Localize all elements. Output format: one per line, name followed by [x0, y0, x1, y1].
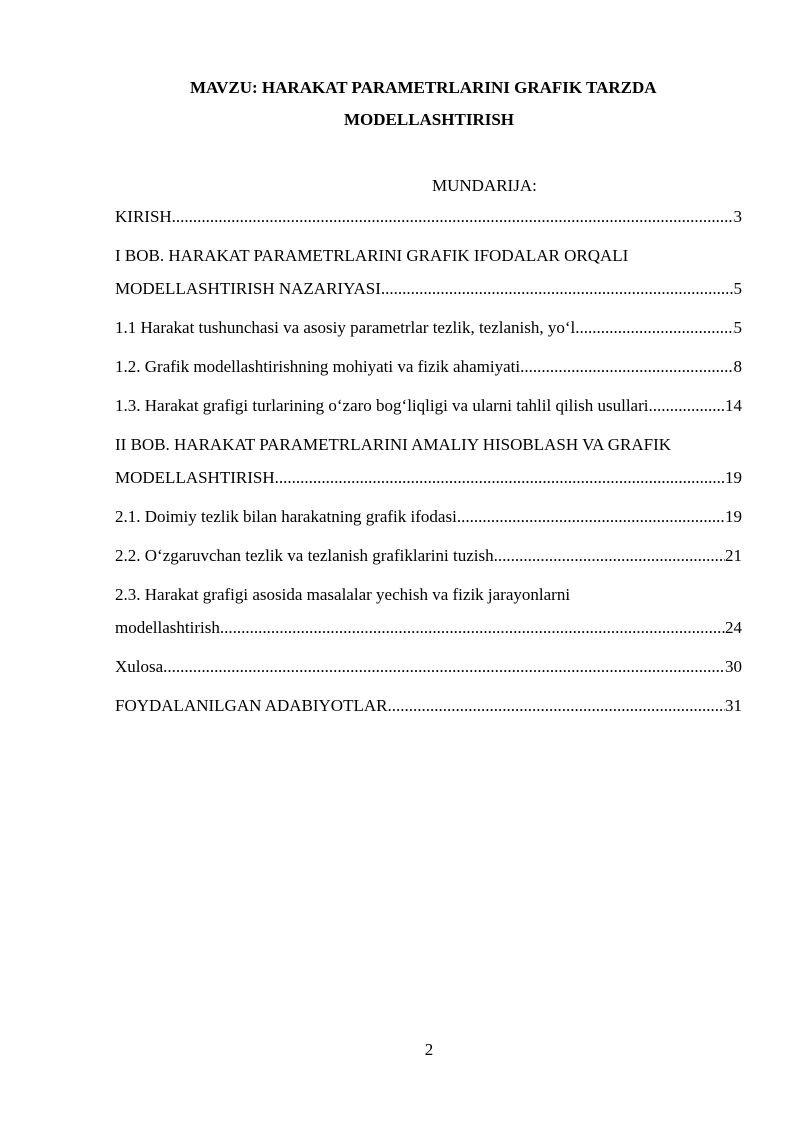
toc-dot-leader [275, 467, 725, 489]
toc-entry-title: MODELLASHTIRISH [115, 468, 275, 487]
toc-entry-title: 1.3. Harakat grafigi turlarining o‘zaro bog‘liqligi va ularni tahlil qilish usullari.. [115, 396, 657, 415]
toc-dot-leader [220, 617, 725, 639]
toc-entry[interactable] [115, 656, 742, 678]
toc-entry-title-line: I BOB. HARAKAT PARAMETRLARINI GRAFIK IFODALAR ORQALI [115, 246, 629, 265]
toc-entry-page: 19 [725, 507, 742, 526]
toc-entry-page: 5 [733, 318, 742, 337]
toc-entry-title: KIRISH [115, 207, 172, 226]
toc-dot-leader [172, 206, 734, 228]
toc-entry[interactable] [115, 584, 742, 639]
toc-dot-leader [657, 395, 725, 417]
toc-entry[interactable] [115, 506, 742, 528]
toc-entry-title: 2.2. O‘zgaruvchan tezlik va tezlanish grafiklarini tuzish [115, 546, 494, 565]
toc-entry-title: MODELLASHTIRISH NAZARIYASI [115, 279, 381, 298]
toc-dot-leader [520, 356, 733, 378]
toc-entry[interactable] [115, 356, 742, 378]
toc-entry-title: modellashtirish [115, 618, 220, 637]
toc-entry-title: 1.1 Harakat tushunchasi va asosiy parametrlar tezlik, tezlanish, yo‘l [115, 318, 576, 337]
toc-entry-title: FOYDALANILGAN ADABIYOTLAR [115, 696, 388, 715]
toc-entry-title: Xulosa [115, 657, 164, 676]
toc-entry-page: 8 [733, 357, 742, 376]
toc-dot-leader [575, 317, 733, 339]
toc-entry-title-line: II BOB. HARAKAT PARAMETRLARINI AMALIY HISOBLASH VA GRAFIK [115, 435, 672, 454]
toc-dot-leader [387, 695, 725, 717]
toc-entry-page: 31 [725, 696, 742, 715]
toc-entry-page: 14 [725, 396, 742, 415]
toc-entry-title: 1.2. Grafik modellashtirishning mohiyati va fizik ahamiyati [115, 357, 521, 376]
toc-dot-leader [494, 545, 725, 567]
toc-entry[interactable] [115, 545, 742, 567]
toc-entry-page: 5 [733, 279, 742, 298]
table-of-contents [115, 206, 742, 717]
toc-entry-title: 2.1. Doimiy tezlik bilan harakatning grafik ifodasi [115, 507, 457, 526]
toc-entry[interactable] [115, 695, 742, 717]
toc-entry-page: 21 [725, 546, 742, 565]
document-title-line-2: MODELLASHTIRISH [343, 110, 515, 129]
toc-entry-page: 3 [733, 207, 742, 226]
page-number: 2 [424, 1040, 434, 1059]
toc-dot-leader [381, 278, 734, 300]
document-title-line-1: MAVZU: HARAKAT PARAMETRLARINI GRAFIK TARZDA [190, 78, 657, 97]
toc-dot-leader [457, 506, 725, 528]
toc-entry[interactable] [115, 434, 742, 489]
toc-entry-page: 19 [725, 468, 742, 487]
toc-entry-page: 30 [725, 657, 742, 676]
toc-dot-leader [163, 656, 725, 678]
toc-entry[interactable] [115, 206, 742, 228]
toc-entry-page: 24 [725, 618, 742, 637]
toc-entry[interactable] [115, 317, 742, 339]
toc-entry-title-line: 2.3. Harakat grafigi asosida masalalar yechish va fizik jarayonlarni [115, 585, 571, 604]
toc-heading: MUNDARIJA: [432, 176, 537, 195]
toc-entry[interactable] [115, 245, 742, 300]
toc-entry[interactable] [115, 395, 742, 417]
